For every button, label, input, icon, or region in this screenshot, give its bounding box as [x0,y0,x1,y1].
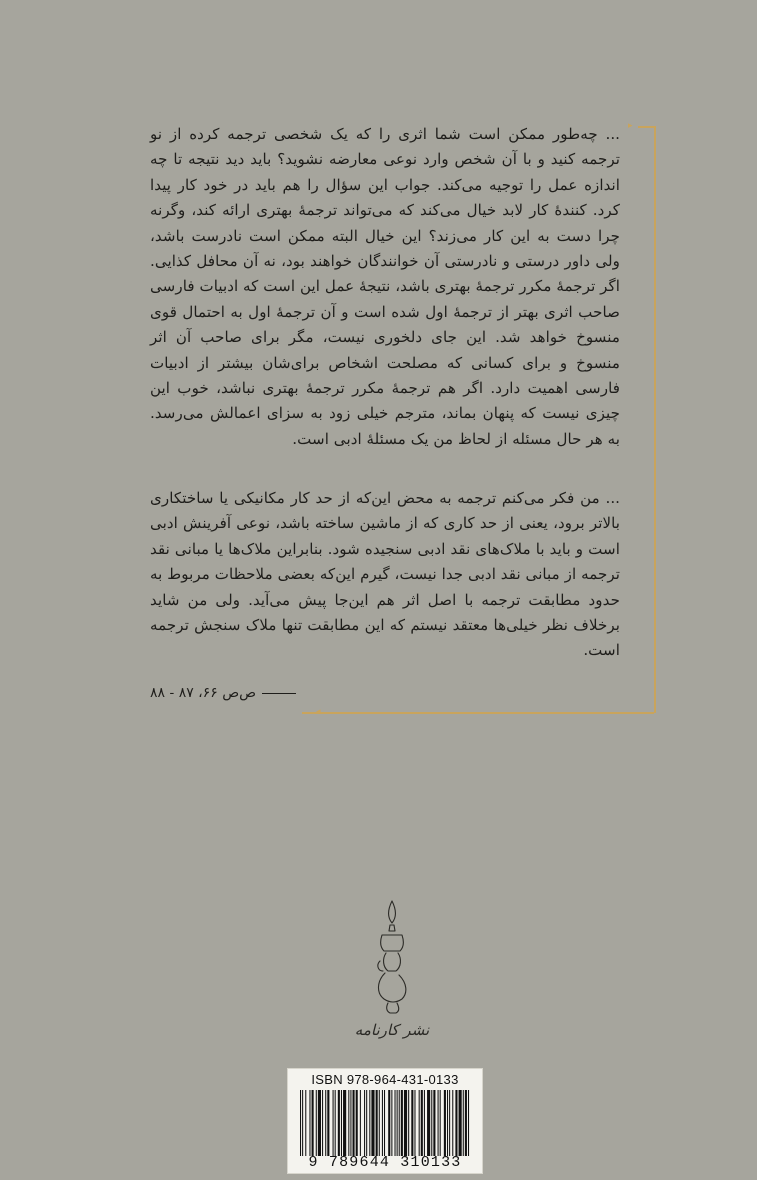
barcode-bar [369,1090,370,1156]
publisher-name: نشر کارنامه [354,1021,430,1039]
barcode-bar [391,1090,392,1156]
barcode-bar [384,1090,385,1156]
excerpt-2-text: ... من فکر می‌کنم ترجمه به محض این‌که از حد کار مکانیکی یا ساختکاری بالاتر برود، یعنی از حد کاری که از ماشین ساخته باشد، نوعی آفرینش ادبی است و باید با ملاک‌های نقد ادبی سنجیده شود. بنابراین ملاک‌ها یا مبانی نقد ترجمه از مبانی نقد ادبی جدا نیست، گیرم این‌که بعضی ملاحظات مربوط به حدود مطابقت ترجمه با اصل اثر هم این‌جا پیش می‌آید. ولی من شاید برخلاف نظر خیلی‌ها معتقد نیستم که این مطابقت تنها ملاک سنجش ترجمه است. [150,489,620,660]
barcode-bar [424,1090,425,1156]
excerpt-2 [150,486,620,664]
barcode-bar [399,1090,400,1156]
barcode-bar [356,1090,358,1156]
barcode-bar [388,1090,390,1156]
barcode-bar [447,1090,448,1156]
triangle-marker-icon: ◂ [316,707,321,717]
barcode-bar [449,1090,450,1156]
triangle-marker-icon: ▸ [628,121,633,131]
barcode-bar [350,1090,351,1156]
barcode-bar [408,1090,409,1156]
barcode-bar [338,1090,340,1156]
barcode-bar [316,1090,317,1156]
barcode-bar [371,1090,374,1156]
barcode-bar [322,1090,323,1156]
barcode-bar [395,1090,396,1156]
barcode-bar [305,1090,306,1156]
barcode-bar [427,1090,430,1156]
barcode-bar [309,1090,310,1156]
barcode-bar [465,1090,467,1156]
barcode-bar [411,1090,413,1156]
citation-text: ص‌ص ۶۶، ۸۷ - ۸۸ [150,685,257,701]
barcode-bar [341,1090,342,1156]
barcode-bar [325,1090,326,1156]
barcode-bar [366,1090,367,1156]
barcode-bar [318,1090,321,1156]
frame-line-top [638,126,654,128]
barcode-bar [348,1090,349,1156]
barcode-bars [300,1090,470,1156]
isbn-barcode [287,1068,483,1174]
barcode-bar [353,1090,355,1156]
barcode-bar [312,1090,314,1156]
isbn-label: ISBN 978-964-431-0133 [311,1072,459,1087]
barcode-bar [440,1090,441,1156]
barcode-bar [431,1090,432,1156]
barcode-bar [333,1090,334,1156]
barcode-bar [444,1090,446,1156]
barcode-bar [300,1090,301,1156]
barcode-bar [438,1090,439,1156]
barcode-bar [468,1090,469,1156]
excerpt-1 [150,122,620,452]
citation-dash [262,693,296,694]
barcode-bar [455,1090,457,1156]
barcode-bar [459,1090,462,1156]
barcode-bar [360,1090,361,1156]
frame-line-right [654,126,656,713]
isbn-digits: 9 789644 310133 [308,1154,462,1171]
barcode-bar [327,1090,329,1156]
barcode-bar [401,1090,403,1156]
barcode-bar [382,1090,383,1156]
barcode-bar [404,1090,407,1156]
barcode-bar [397,1090,398,1156]
barcode-bar [379,1090,380,1156]
barcode-bar [452,1090,453,1156]
barcode-bar [302,1090,303,1156]
barcode-bar [343,1090,346,1156]
barcode-bar [421,1090,423,1156]
barcode-bar [376,1090,378,1156]
excerpt-1-text: ... چه‌طور ممکن است شما اثری را که یک شخصی ترجمه کرده از نو ترجمه کنید و با آن شخص وارد نوعی معارضه نشوید؟ باید دید نتیجه تا چه اندازه عمل را توجیه می‌کند. جواب این سؤال را هم باید در خود کار پیدا کرد. کنندهٔ کار لابد خیال می‌کند که می‌تواند ترجمهٔ بهتری ارائه کند، وگرنه چرا دست به این کار می‌زند؟ این خیال البته ممکن است نادرست باشد، ولی داور درستی و نادرستی آن خوانندگان خواهند بود، نه آن محافل کذایی. اگر ترجمهٔ مکرر ترجمهٔ بهتری باشد، نتیجهٔ عمل این است که ادبیات فارسی صاحب اثری بهتر از ترجمهٔ اول شده است و آن ترجمهٔ اول به احتمال قوی منسوخ خواهد شد. این جای دلخوری نیست، مگر برای صاحب آن اثر منسوخ و برای کسانی که مصلحت اشخاص برای‌شان بیشتر از ادبیات فارسی اهمیت دارد. اگر هم ترجمهٔ مکرر ترجمهٔ بهتری نباشد، خوب این چیزی نیست که پنهان بماند، مترجم خیلی زود به سزای اعمالش می‌رسد. به هر حال مسئله از لحاظ من یک مسئلهٔ ادبی است. [150,125,620,448]
barcode-bar [463,1090,464,1156]
publisher-logo [352,895,432,1045]
barcode-bar [433,1090,435,1156]
barcode-bar [419,1090,420,1156]
barcode-bar [335,1090,336,1156]
frame-line-bottom [302,712,654,714]
barcode-bar [414,1090,415,1156]
barcode-bar [364,1090,365,1156]
source-citation [150,681,310,705]
